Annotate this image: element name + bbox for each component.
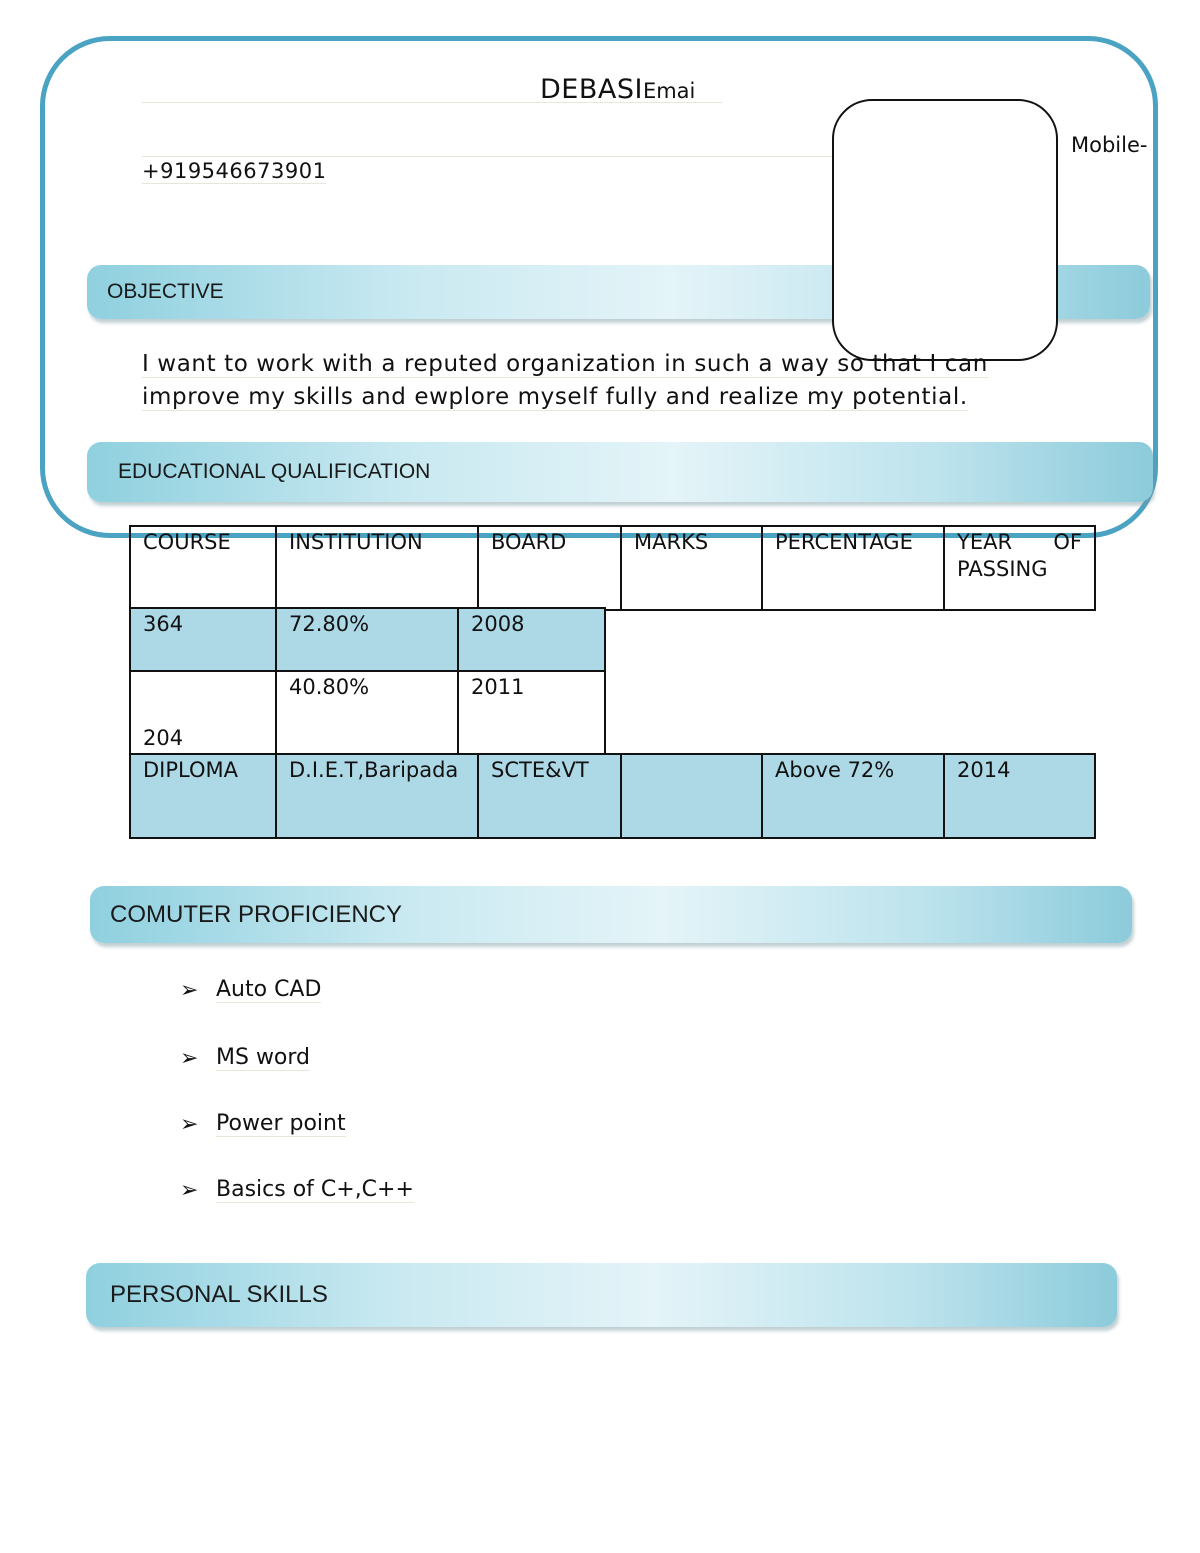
- row1-marks: 364: [130, 608, 276, 671]
- computer-title: COMUTER PROFICIENCY: [110, 900, 403, 928]
- computer-banner: [90, 886, 1132, 943]
- diploma-marks: [621, 754, 762, 838]
- education-banner: [87, 442, 1153, 502]
- education-table-header: [129, 525, 1096, 611]
- list-item: [180, 977, 321, 1003]
- table-row: [130, 608, 605, 671]
- personal-title: PERSONAL SKILLS: [110, 1281, 328, 1308]
- table-header-row: [130, 526, 1095, 610]
- skill-text: Basics of C+,C++: [216, 1177, 414, 1202]
- mobile-label: Mobile-: [1071, 133, 1148, 157]
- list-item: [180, 1111, 346, 1137]
- header-year: YEAR OF PASSING: [944, 526, 1095, 610]
- arrowhead-bullet-icon: ➢: [180, 1111, 199, 1137]
- row2-year: 2011: [458, 671, 605, 755]
- email-label: Emai: [642, 79, 696, 103]
- education-table-partial: [129, 607, 606, 756]
- diploma-percentage: Above 72%: [762, 754, 944, 838]
- personal-banner: [86, 1263, 1117, 1327]
- skill-text: MS word: [216, 1045, 311, 1070]
- skill-text: Auto CAD: [216, 977, 322, 1002]
- header-course: COURSE: [130, 526, 276, 610]
- header-board: BOARD: [478, 526, 621, 610]
- diploma-institution: D.I.E.T,Baripada: [276, 754, 478, 838]
- row1-year: 2008: [458, 608, 605, 671]
- row1-percentage: 72.80%: [276, 608, 458, 671]
- education-table-diploma: [129, 753, 1096, 839]
- header-institution: INSTITUTION: [276, 526, 478, 610]
- objective-line-2: improve my skills and ewplore myself fully and realize my potential.: [142, 384, 968, 410]
- objective-text: [142, 348, 1182, 414]
- table-row: [130, 671, 605, 755]
- header-percentage: PERCENTAGE: [762, 526, 944, 610]
- diploma-year: 2014: [944, 754, 1095, 838]
- list-item: [180, 1177, 414, 1203]
- table-row: [130, 754, 1095, 838]
- objective-title: OBJECTIVE: [107, 280, 224, 303]
- diploma-course: DIPLOMA: [130, 754, 276, 838]
- header-marks: MARKS: [621, 526, 762, 610]
- candidate-name: DEBASIEmai: [540, 74, 696, 105]
- education-title: EDUCATIONAL QUALIFICATION: [118, 460, 431, 483]
- skill-text: Power point: [216, 1111, 346, 1136]
- arrowhead-bullet-icon: ➢: [180, 977, 199, 1003]
- photo-placeholder: [832, 99, 1058, 361]
- list-item: [180, 1045, 310, 1071]
- phone-number: +919546673901: [142, 159, 327, 183]
- row2-marks: 204: [130, 671, 276, 755]
- arrowhead-bullet-icon: ➢: [180, 1045, 199, 1071]
- diploma-board: SCTE&VT: [478, 754, 621, 838]
- phone-underline: [142, 156, 832, 157]
- objective-line-1: I want to work with a reputed organization in such a way so that I can: [142, 351, 988, 377]
- row2-percentage: 40.80%: [276, 671, 458, 755]
- arrowhead-bullet-icon: ➢: [180, 1177, 199, 1203]
